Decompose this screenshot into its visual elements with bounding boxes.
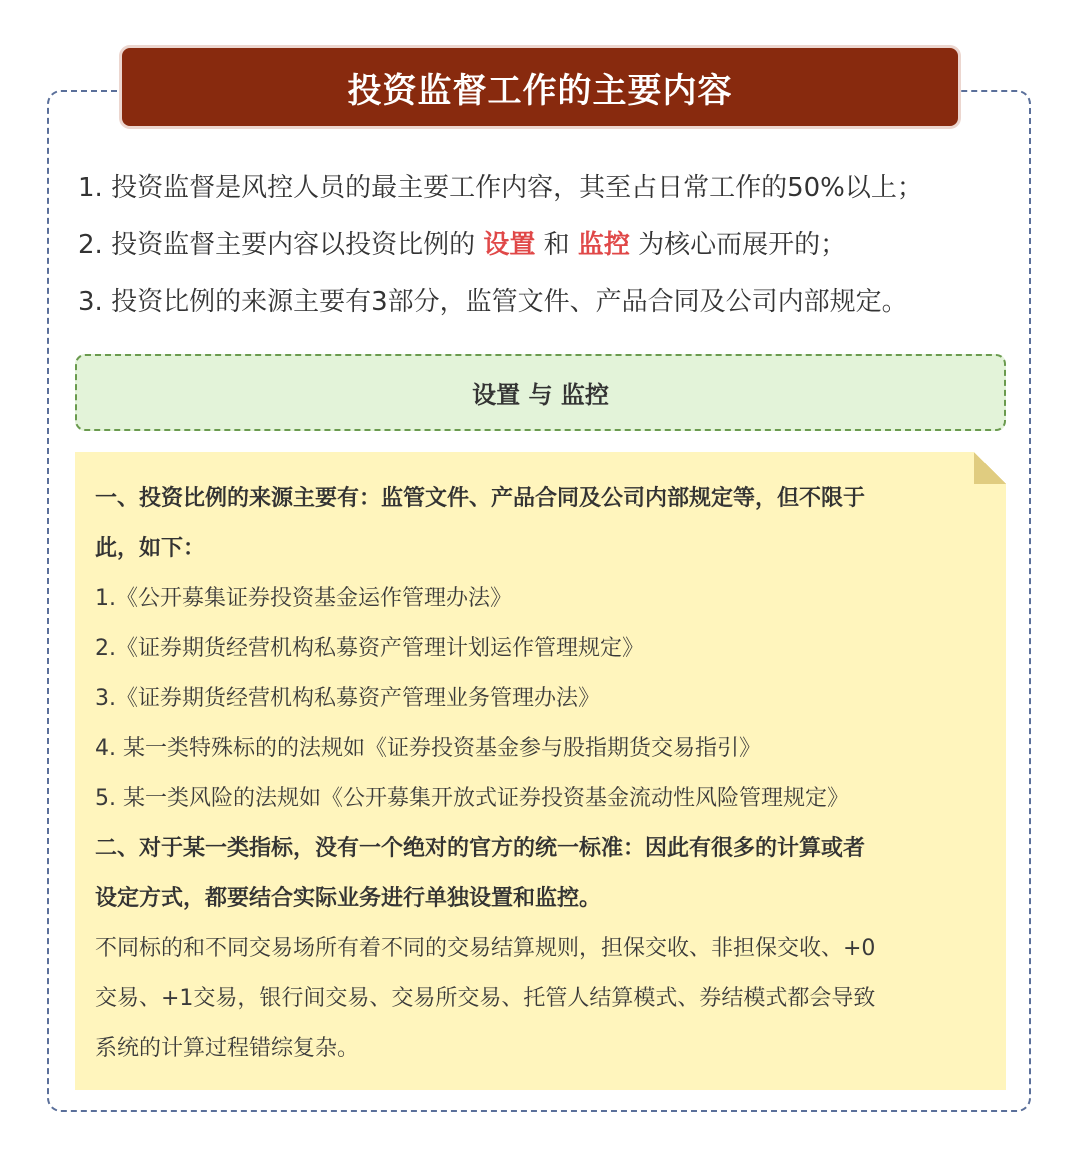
page-title: 投资监督工作的主要内容 [347,70,733,111]
regulation-item-3: 3.《证券期货经营机构私募资产管理业务管理办法》 [95,686,600,711]
regulation-item-1: 1.《公开募集证券投资基金运作管理办法》 [95,586,512,611]
section-2-body-3: 系统的计算过程错综复杂。 [95,1036,360,1061]
intro-list [78,160,1038,331]
section-2-heading: 二、对于某一类指标，没有一个绝对的官方的统一标准：因此有很多的计算或者 [95,836,866,861]
highlight-setting: 设置 [483,230,536,260]
section-2-body-1: 不同标的和不同交易场所有着不同的交易结算规则，担保交收、非担保交收、+0 [95,936,876,961]
title-banner [122,48,958,126]
intro-item-2 [78,217,1038,274]
subheading: 设置 与 监控 [472,380,609,409]
section-2-heading-cont: 设定方式，都要结合实际业务进行单独设置和监控。 [95,886,602,911]
regulation-item-2: 2.《证券期货经营机构私募资产管理计划运作管理规定》 [95,636,644,661]
subheading-box [75,354,1006,431]
note-body [95,474,985,1074]
intro-item-1: 1. 投资监督是风控人员的最主要工作内容，其至占日常工作的50%以上； [78,173,923,203]
intro-item-2-middle: 和 [535,230,578,260]
regulation-item-4: 4. 某一类特殊标的的法规如《证券投资基金参与股指期货交易指引》 [95,736,761,761]
section-1-heading-cont: 此，如下： [95,536,206,561]
section-2-body-2: 交易、+1交易，银行间交易、交易所交易、托管人结算模式、券结模式都会导致 [95,986,876,1011]
intro-item-2-prefix: 2. 投资监督主要内容以投资比例的 [78,230,484,260]
regulation-item-5: 5. 某一类风险的法规如《公开募集开放式证券投资基金流动性风险管理规定》 [95,786,849,811]
highlight-monitoring: 监控 [577,230,630,260]
intro-item-3: 3. 投资比例的来源主要有3部分，监管文件、产品合同及公司内部规定。 [78,287,908,317]
intro-item-2-suffix: 为核心而展开的； [629,230,847,260]
section-1-heading: 一、投资比例的来源主要有：监管文件、产品合同及公司内部规定等，但不限于 [95,486,866,511]
